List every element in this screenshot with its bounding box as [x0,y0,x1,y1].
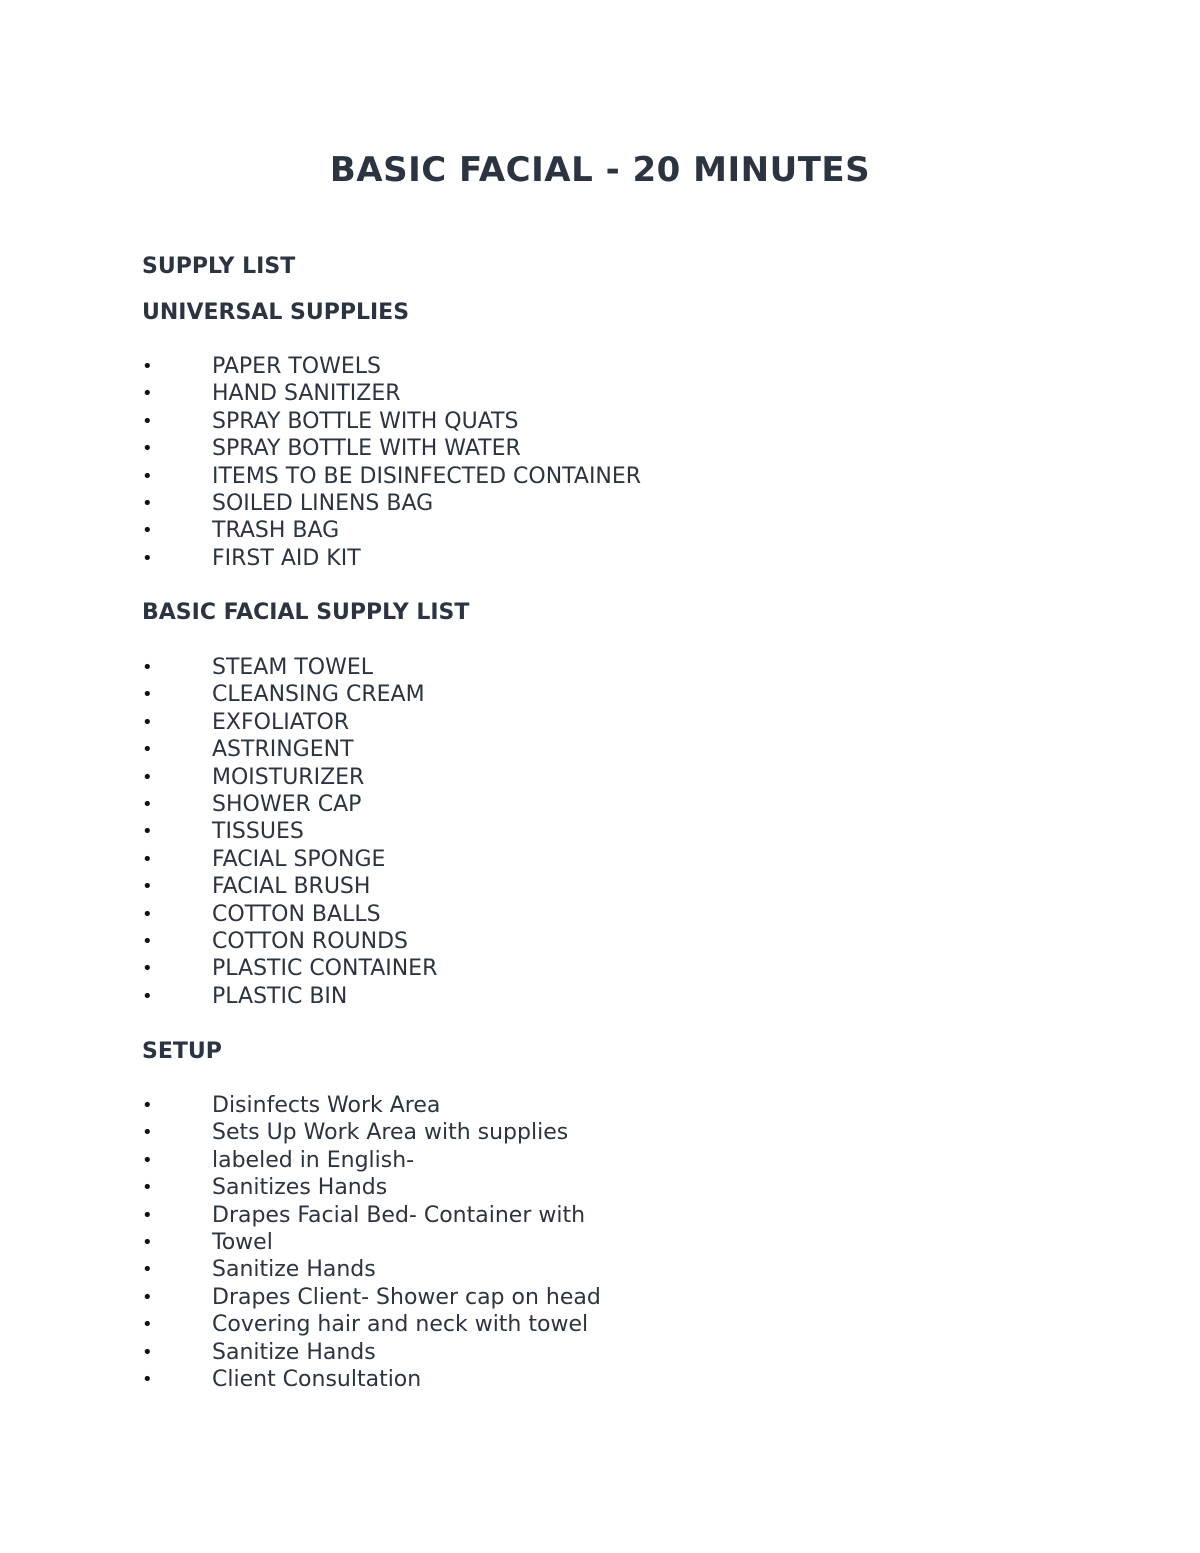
list-item-text: COTTON BALLS [212,901,381,927]
list-item-text: Sets Up Work Area with supplies [212,1120,569,1146]
list-item-text: Sanitize Hands [212,1257,376,1283]
list-item-text: Drapes Client- Shower cap on head [212,1284,601,1310]
bullet-icon: • [142,465,153,487]
bullet-icon: • [142,985,153,1007]
list-item-text: TRASH BAG [212,518,340,544]
bullet-icon: • [142,1177,153,1199]
bullet-icon: • [142,1231,153,1253]
list-item-text: Drapes Facial Bed- Container with [212,1202,586,1228]
bullet-icon: • [142,1286,153,1308]
bullet-icon: • [142,1314,153,1336]
basic-facial-supply-heading: BASIC FACIAL SUPPLY LIST [142,600,470,625]
bullet-icon: • [142,1149,153,1171]
supply-list-heading: SUPPLY LIST [142,254,296,279]
list-item-text: STEAM TOWEL [212,655,373,680]
list-item-text: TISSUES [212,819,304,845]
bullet-icon: • [142,356,153,377]
bullet-icon: • [142,1259,153,1281]
bullet-icon: • [142,766,153,788]
list-item-text: PLASTIC CONTAINER [212,956,438,982]
bullet-icon: • [142,1204,153,1226]
bullet-icon: • [142,903,153,925]
bullet-icon: • [142,821,153,843]
list-item-text: CLEANSING CREAM [212,682,425,708]
setup-heading: SETUP [142,1039,222,1064]
list-item-text: ITEMS TO BE DISINFECTED CONTAINER [212,463,642,489]
list-item-text: SOILED LINENS BAG [212,490,434,516]
list-item-text: HAND SANITIZER [212,381,401,407]
bullet-icon: • [142,547,153,569]
list-item-text: SPRAY BOTTLE WITH WATER [212,436,521,462]
bullet-icon: • [142,520,153,542]
list-item-text: Towel [212,1229,273,1255]
bullet-icon: • [142,383,153,405]
bullet-icon: • [142,930,153,952]
list-item-text: SPRAY BOTTLE WITH QUATS [212,408,519,434]
list-item-text: Disinfects Work Area [212,1093,441,1118]
list-item-text: PLASTIC BIN [212,983,348,1009]
bullet-icon: • [142,958,153,980]
list-item-text: FIRST AID KIT [212,545,361,571]
bullet-icon: • [142,848,153,870]
list-item-text: ASTRINGENT [212,737,354,763]
bullet-icon: • [142,1122,153,1144]
list-item-text: labeled in English- [212,1147,415,1173]
bullet-icon: • [142,657,153,678]
bullet-icon: • [142,492,153,514]
bullet-icon: • [142,438,153,460]
bullet-icon: • [142,739,153,761]
list-item-text: EXFOLIATOR [212,709,350,735]
list-item-text: Sanitize Hands [212,1339,376,1365]
list-item-text: FACIAL SPONGE [212,846,386,872]
page-title: BASIC FACIAL - 20 MINUTES [329,150,871,190]
bullet-icon: • [142,711,153,733]
bullet-icon: • [142,876,153,898]
bullet-icon: • [142,793,153,815]
list-item-text: Sanitizes Hands [212,1175,388,1201]
bullet-icon: • [142,1368,153,1390]
list-item-text: COTTON ROUNDS [212,928,409,954]
bullet-icon: • [142,1341,153,1363]
list-item-text: PAPER TOWELS [212,354,381,379]
list-item-text: SHOWER CAP [212,791,362,817]
list-item-text: Client Consultation [212,1366,422,1392]
list-item-text: MOISTURIZER [212,764,365,790]
bullet-icon: • [142,1095,153,1116]
bullet-icon: • [142,684,153,706]
list-item-text: FACIAL BRUSH [212,874,371,900]
universal-supplies-heading: UNIVERSAL SUPPLIES [142,300,410,325]
list-item-text: Covering hair and neck with towel [212,1312,589,1338]
bullet-icon: • [142,410,153,432]
